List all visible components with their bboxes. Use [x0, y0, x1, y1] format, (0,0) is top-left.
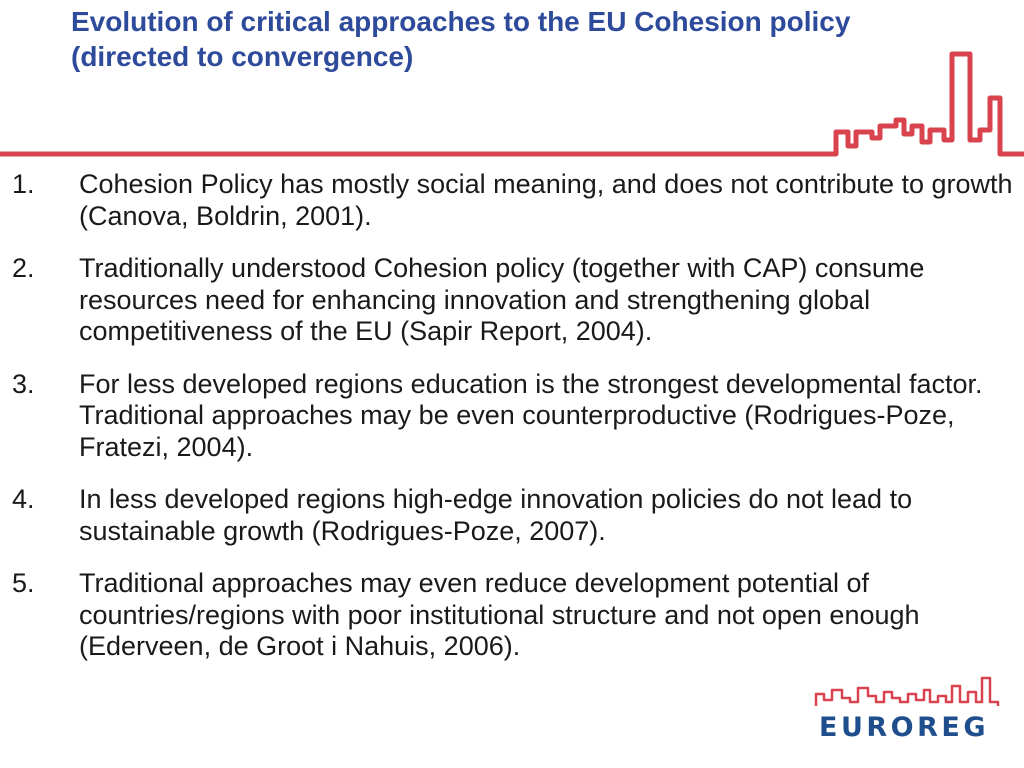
list-item	[0, 369, 1020, 464]
list-item-number: 4.	[12, 484, 35, 514]
list-item	[0, 253, 1020, 348]
euroreg-logo	[810, 672, 1010, 752]
list-item	[0, 169, 1020, 232]
list-item-text: Traditionally understood Cohesion policy (together with CAP) consume resources need for enhancing innovation and strengthening global competitiveness of the EU (Sapir Report, 2004).	[79, 253, 925, 346]
skyline-divider-icon	[0, 40, 1024, 170]
list-item-number: 3.	[12, 368, 35, 399]
slide-title: Evolution of critical approaches to the EU Cohesion policy (directed to convergence)	[71, 6, 851, 72]
city-skyline-logo-icon	[810, 672, 1010, 712]
list-item-number: 5.	[12, 568, 35, 598]
numbered-list	[0, 169, 1020, 684]
list-item-text: For less developed regions education is the strongest developmental factor. Traditional approaches may be even counterproductive (Rodrigues-Poze, Fratezi, 2004).	[79, 368, 983, 462]
logo-text: EUROREG	[819, 712, 990, 743]
list-item-number: 1.	[12, 169, 35, 199]
list-item-number: 2.	[12, 253, 35, 283]
list-item-text: Cohesion Policy has mostly social meaning, and does not contribute to growth (Canova, Boldrin, 2001).	[79, 169, 1013, 231]
list-item	[0, 568, 1020, 663]
list-item	[0, 484, 1020, 547]
list-item-text: Traditional approaches may even reduce development potential of countries/regions with poor institutional structure and not open enough (Ederveen, de Groot i Nahuis, 2006).	[79, 568, 920, 661]
list-item-text: In less developed regions high-edge innovation policies do not lead to sustainable growth (Rodrigues-Poze, 2007).	[79, 484, 913, 546]
